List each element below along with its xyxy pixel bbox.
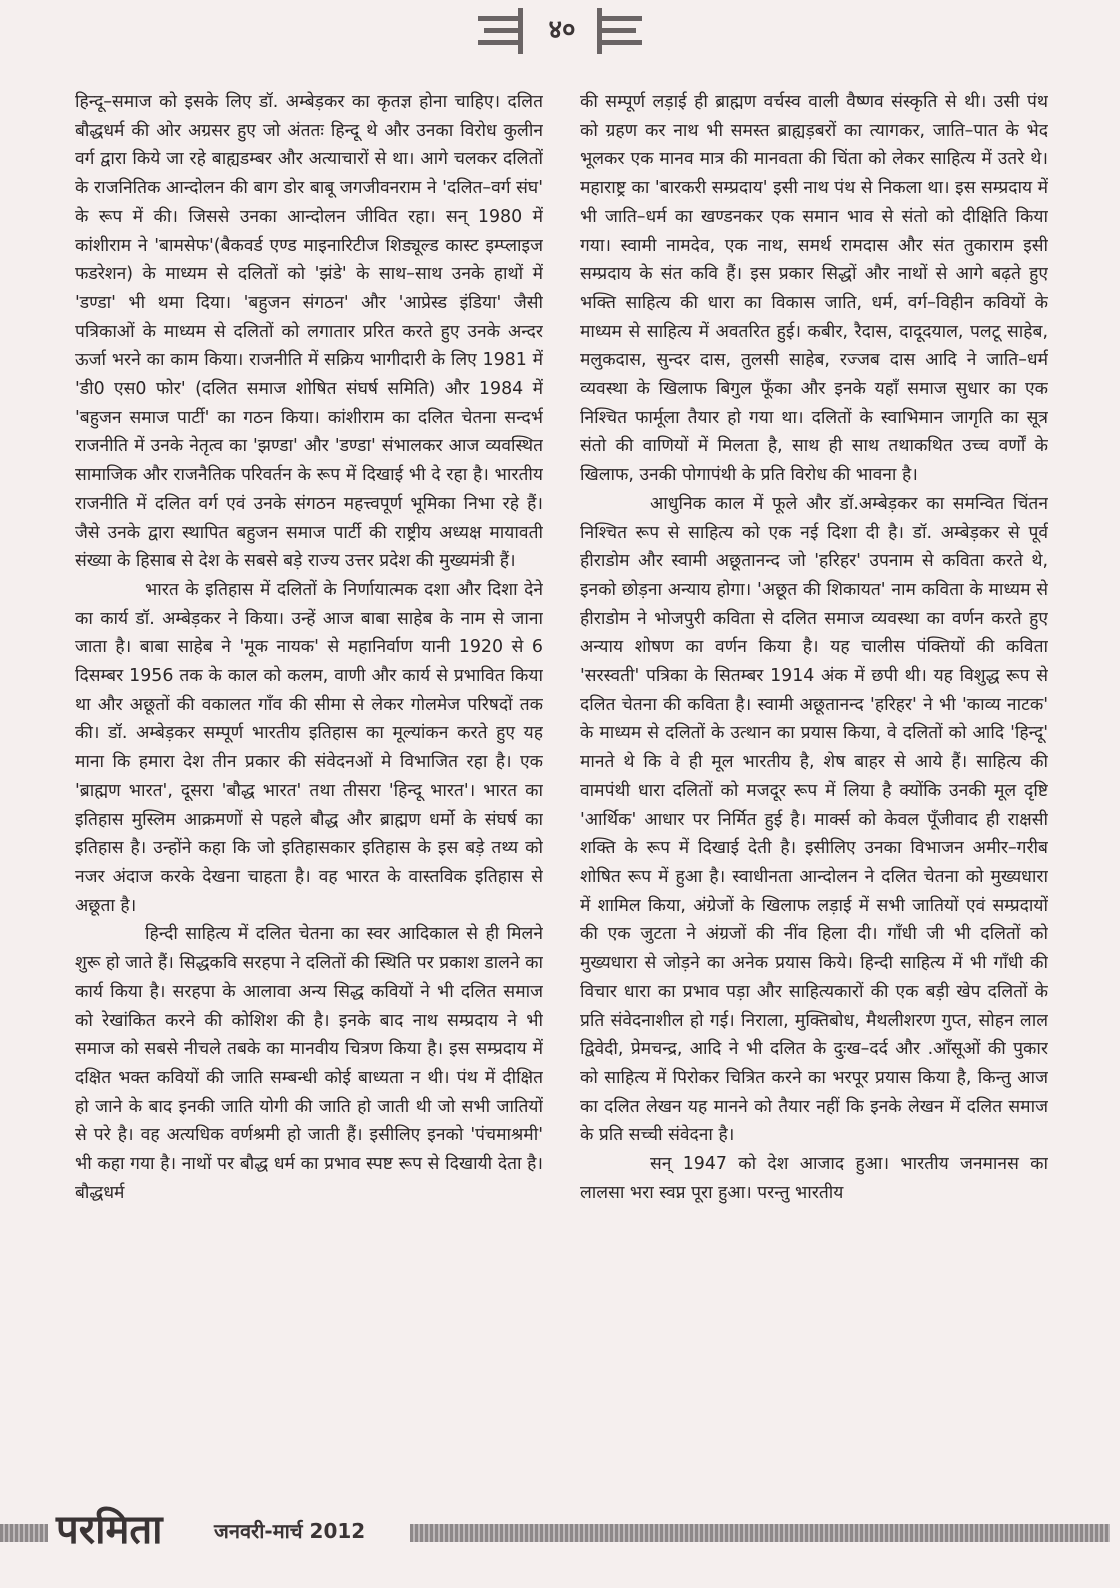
paragraph: सन् 1947 को देश आजाद हुआ। भारतीय जनमानस का लालसा भरा स्वप्न पूरा हुआ। परन्तु भारतीय: [580, 1154, 1048, 1203]
paragraph: हिन्दी साहित्य में दलित चेतना का स्वर आदिकाल से ही मिलने शुरू हो जाते हैं। सिद्धकवि सरहपा ने दलितों की स्थिति पर प्रकाश डालने का कार्य किया है। सरहपा के आलावा अन्य सिद्ध कवियों ने भी दलित समाज को रेखांकित करने की कोशिश की है। इनके बाद नाथ सम्प्रदाय ने भी समाज को सबसे नीचले तबके का मानवीय चित्रण किया है। इस सम्प्रदाय में दक्षित भक्त कवियों की जाति सम्बन्धी कोई बाध्यता न थी। पंथ में दीक्षित हो जाने के बाद इनकी जाति योगी की जाति हो जाती थी जो सभी जातियों से परे है। वह अत्यधिक वर्णश्रमी हो जाती हैं। इसीलिए इनको 'पंचमाश्रमी' भी कहा गया है। नाथों पर बौद्ध धर्म का प्रभाव स्पष्ट रूप से दिखायी देता है। बौद्धधर्म: [75, 924, 543, 1203]
page-footer: [0, 1500, 1120, 1570]
page-number: ४०: [548, 15, 576, 45]
page-number-ornament-right-icon: [596, 8, 642, 54]
footer-rule-left: [0, 1524, 48, 1542]
paragraph: हिन्दू–समाज को इसके लिए डॉ. अम्बेड़कर का कृतज्ञ होना चाहिए। दलित बौद्धधर्म की ओर अग्रसर हुए जो अंततः हिन्दू थे और उनका विरोध कुलीन वर्ग द्वारा किये जा रहे बाह्यडम्बर और अत्याचारों से था। आगे चलकर दलितों के राजनितिक आन्दोलन की बाग डोर बाबू जगजीवनराम ने 'दलित–वर्ग संघ' के रूप में की। जिससे उनका आन्दोलन जीवित रहा। सन् 1980 में कांशीराम ने 'बामसेफ'(बैकवर्ड एण्ड माइनारिटीज शिड्यूल्ड कास्ट इम्प्लाइज फडरेशन) के माध्यम से दलितों को 'झंडे' के साथ–साथ उनके हाथों में 'डण्डा' भी थमा दिया। 'बहुजन संगठन' और 'आप्रेस्ड इंडिया' जैसी पत्रिकाओं के माध्यम से दलितों को लगातार प्ररित करते हुए उनके अन्दर ऊर्जा भरने का काम किया। राजनीति में सक्रिय भागीदारी के लिए 1981 में 'डी0 एस0 फोर' (दलित समाज शोषित संघर्ष समिति) और 1984 में 'बहुजन समाज पार्टी' का गठन किया। कांशीराम का दलित चेतना सन्दर्भ राजनीति में उनके नेतृत्व का 'झण्डा' और 'डण्डा' संभालकर आज व्यवस्थित सामाजिक और राजनैतिक परिवर्तन के रूप में दिखाई भी दे रहा है। भारतीय राजनीति में दलित वर्ग एवं उनके संगठन महत्त्वपूर्ण भूमिका निभा रहे हैं। जैसे उनके द्वारा स्थापित बहुजन समाज पार्टी की राष्ट्रीय अध्यक्ष मायावती संख्या के हिसाब से देश के सबसे बड़े राज्य उत्तर प्रदेश की मुख्यमंत्री हैं।: [75, 92, 543, 572]
issue-date: जनवरी-मार्च 2012: [214, 1519, 366, 1543]
page-header: [0, 0, 1120, 70]
paragraph: की सम्पूर्ण लड़ाई ही ब्राह्मण वर्चस्व वाली वैष्णव संस्कृति से थी। उसी पंथ को ग्रहण कर नाथ भी समस्त ब्राह्यड़बरों का त्यागकर, जाति–पात के भेद भूलकर एक मानव मात्र की मानवता की चिंता को लेकर साहित्य में उतरे थे। महाराष्ट्र का 'बारकरी सम्प्रदाय' इसी नाथ पंथ से निकला था। इस सम्प्रदाय में भी जाति–धर्म का खण्डनकर एक समान भाव से संतो को दीक्षिति किया गया। स्वामी नामदेव, एक नाथ, समर्थ रामदास और संत तुकाराम इसी सम्प्रदाय के संत कवि हैं। इस प्रकार सिद्धों और नाथों से आगे बढ़ते हुए भक्ति साहित्य की धारा का विकास जाति, धर्म, वर्ग–विहीन कवियों के माध्यम से साहित्य में अवतरित हुई। कबीर, रैदास, दादूदयाल, पलटू साहेब, मलुकदास, सुन्दर दास, तुलसी साहेब, रज्जब दास आदि ने जाति–धर्म व्यवस्था के खिलाफ बिगुल फूँका और इनके यहाँ समाज सुधार का एक निश्चित फार्मूला तैयार हो गया था। दलितों के स्वाभिमान जागृति का सूत्र संतो की वाणियों में मिलता है, साथ ही साथ तथाकथित उच्च वर्णों के खिलाफ, उनकी पोगापंथी के प्रति विरोध की भावना है।: [580, 92, 1048, 486]
left-column: [75, 88, 543, 1498]
magazine-name: परमिता: [56, 1507, 163, 1553]
page-number-ornament-left-icon: [478, 8, 524, 54]
paragraph: भारत के इतिहास में दलितों के निर्णायात्मक दशा और दिशा देने का कार्य डॉ. अम्बेड़कर ने किया। उन्हें आज बाबा साहेब के नाम से जाना जाता है। बाबा साहेब ने 'मूक नायक' से महानिर्वाण यानी 1920 से 6 दिसम्बर 1956 तक के काल को कलम, वाणी और कार्य से प्रभावित किया था और अछूतों की वकालत गाँव की सीमा से लेकर गोलमेज परिषदों तक की। डॉ. अम्बेड़कर सम्पूर्ण भारतीय इतिहास का मूल्यांकन करते हुए यह माना कि हमारा देश तीन प्रकार की संवेदनओं मे विभाजित रहा है। एक 'ब्राह्मण भारत', दूसरा 'बौद्ध भारत' तथा तीसरा 'हिन्दू भारत'। भारत का इतिहास मुस्लिम आक्रमणों से पहले बौद्ध और ब्राह्मण धर्मो के संघर्ष का इतिहास है। उन्होंने कहा कि जो इतिहासकार इतिहास के इस बड़े तथ्य को नजर अंदाज करके देखना चाहता है। वह भारत के वास्तविक इतिहास से अछूता है।: [75, 579, 543, 916]
right-column: [580, 88, 1048, 1498]
footer-rule-right: [410, 1524, 1110, 1542]
paragraph: आधुनिक काल में फूले और डॉ.अम्बेड़कर का समन्वित चिंतन निश्चित रूप से साहित्य को एक नई दिशा दी है। डॉ. अम्बेड़कर से पूर्व हीराडोम और स्वामी अछूतानन्द जो 'हरिहर' उपनाम से कविता करते थे, इनको छोड़ना अन्याय होगा। 'अछूत की शिकायत' नाम कविता के माध्यम से हीराडोम ने भोजपुरी कविता से दलित समाज व्यवस्था का वर्णन करते हुए अन्याय शोषण का वर्णन किया है। यह चालीस पंक्तियों की कविता 'सरस्वती' पत्रिका के सितम्बर 1914 अंक में छपी थी। यह विशुद्ध रूप से दलित चेतना की कविता है। स्वामी अछूतानन्द 'हरिहर' ने भी 'काव्य नाटक' के माध्यम से दलितों के उत्थान का प्रयास किया, वे दलितों को आदि 'हिन्दू' मानते थे कि वे ही मूल भारतीय है, शेष बाहर से आये हैं। साहित्य की वामपंथी धारा दलितों को मजदूर रूप में लिया है क्योंकि उनकी मूल दृष्टि 'आर्थिक' आधार पर निर्मित हुई है। मार्क्स को केवल पूँजीवाद ही राक्षसी शक्ति के रूप में दिखाई देती है। इसीलिए उनका विभाजन अमीर–गरीब शोषित रूप में हुआ है। स्वाधीनता आन्दोलन ने दलित चेतना को मुख्यधारा में शामिल किया, अंग्रेजों के खिलाफ लड़ाई में सभी जातियों एवं सम्प्रदायों की एक जुटता ने अंग्रजों की नींव हिला दी। गाँधी जी भी दलितों को मुख्यधारा से जोड़ने का अनेक प्रयास किये। हिन्दी साहित्य में भी गाँधी की विचार धारा का प्रभाव पड़ा और साहित्यकारों की एक बड़ी खेप दलितों के प्रति संवेदनाशील हो गई। निराला, मुक्तिबोध, मैथलीशरण गुप्त, सोहन लाल द्विवेदी, प्रेमचन्द्र, आदि ने भी दलित के दुःख–दर्द और .आँसूओं की पुकार को साहित्य में पिरोकर चित्रित करने का भरपूर प्रयास किया है, किन्तु आज का दलित लेखन यह मानने को तैयार नहीं कि इनके लेखन में दलित समाज के प्रति सच्ची संवेदना है।: [580, 493, 1048, 1146]
